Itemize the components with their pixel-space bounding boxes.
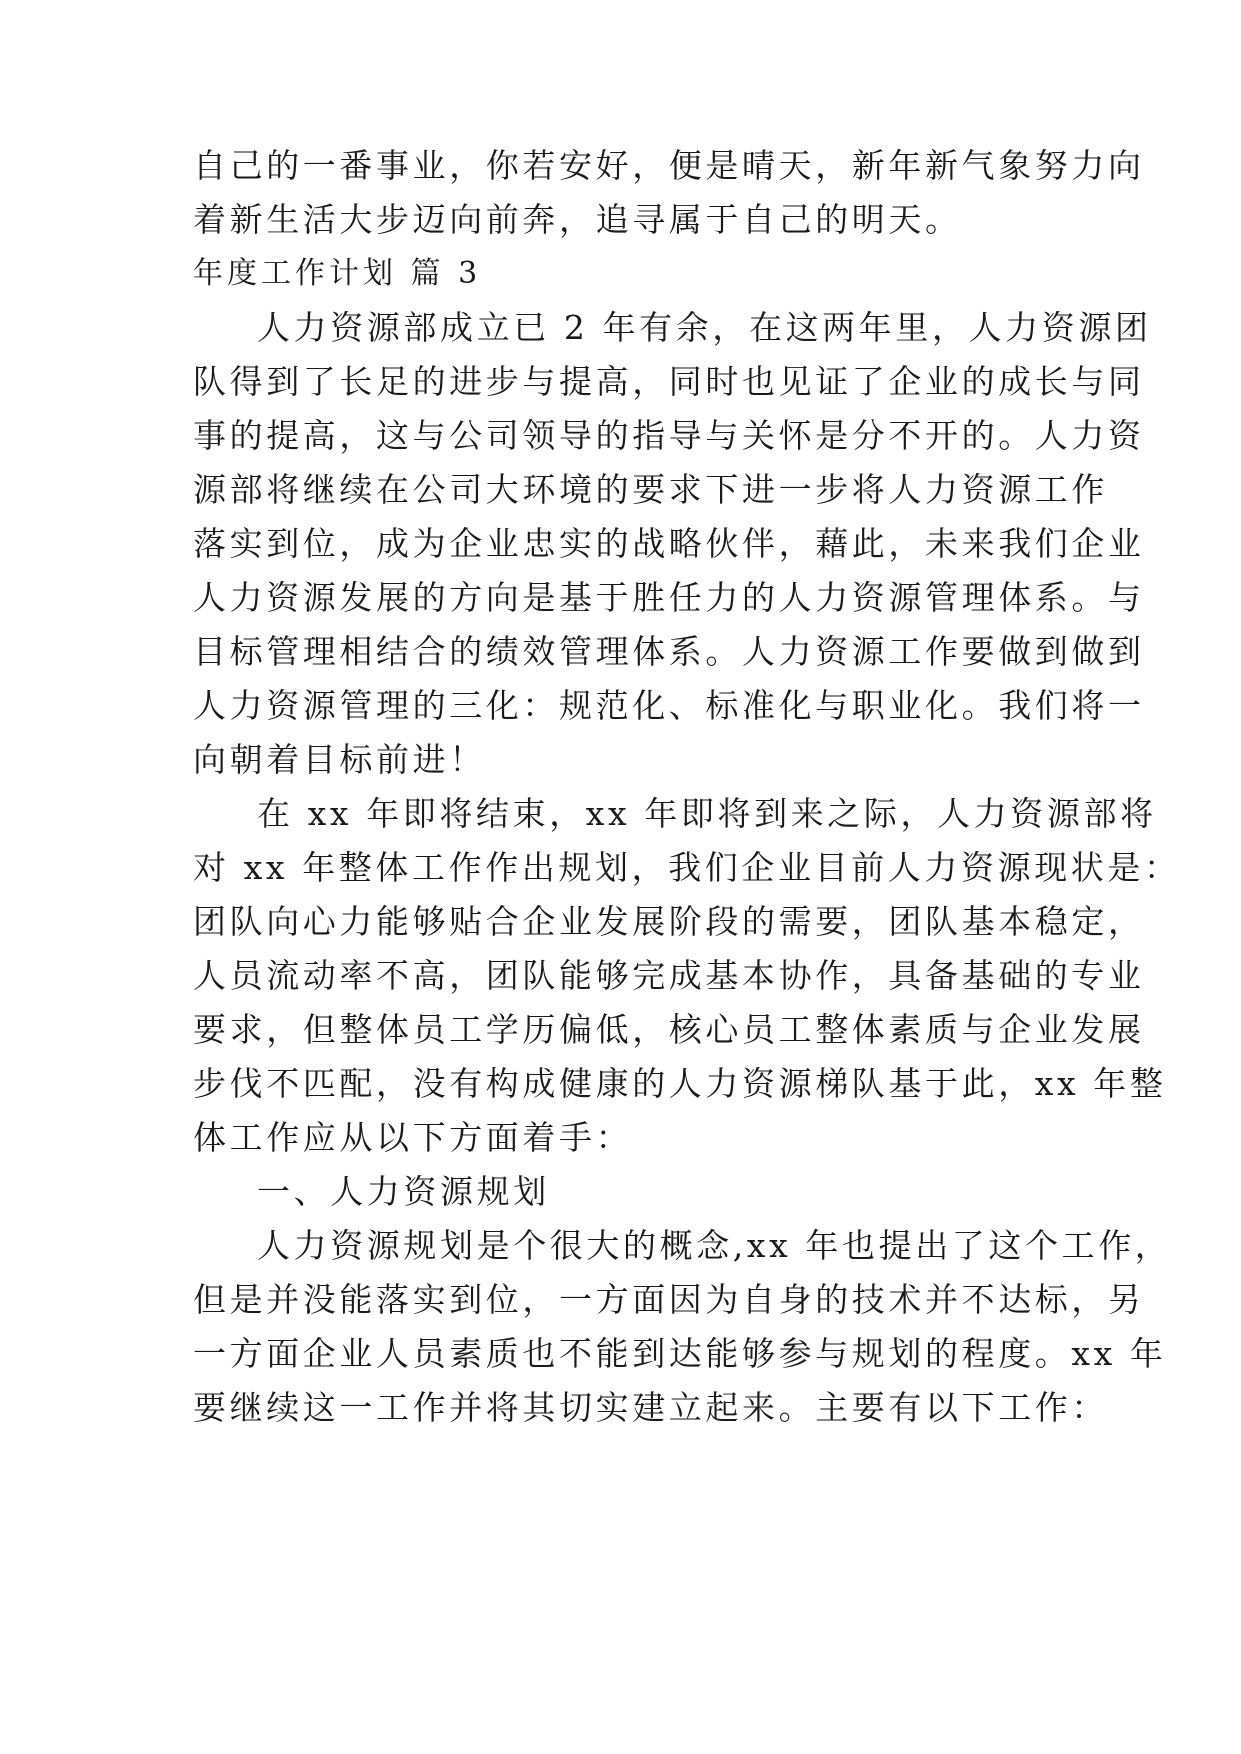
text-line: 人力资源发展的方向是基于胜任力的人力资源管理体系。与 — [193, 578, 1145, 617]
text-line: 要求，但整体员工学历偏低，核心员工整体素质与企业发展 — [193, 1010, 1145, 1049]
text-line: 向朝着目标前进！ — [193, 740, 486, 779]
text-line: 目标管理相结合的绩效管理体系。人力资源工作要做到做到 — [193, 632, 1145, 671]
text-line: 自己的一番事业，你若安好，便是晴天，新年新气象努力向 — [193, 146, 1145, 185]
text-line: 团队向心力能够贴合企业发展阶段的需要，团队基本稳定， — [193, 902, 1145, 941]
text-line: 人员流动率不高，团队能够完成基本协作，具备基础的专业 — [193, 956, 1145, 995]
section-title: 年度工作计划 篇 3 — [193, 256, 482, 291]
text-line: 体工作应从以下方面着手： — [193, 1118, 633, 1157]
paragraph-start: 人力资源规划是个很大的概念,xx 年也提出了这个工作， — [257, 1226, 1172, 1265]
text-line: 落实到位，成为企业忠实的战略伙伴，藉此，未来我们企业 — [193, 524, 1145, 563]
text-line: 人力资源管理的三化：规范化、标准化与职业化。我们将一 — [193, 686, 1145, 725]
text-line: 对 xx 年整体工作作出规划，我们企业目前人力资源现状是： — [193, 848, 1181, 887]
text-line: 源部将继续在公司大环境的要求下进一步将人力资源工作 — [193, 470, 1108, 509]
text-line: 着新生活大步迈向前奔，追寻属于自己的明天。 — [193, 200, 962, 239]
text-line: 事的提高，这与公司领导的指导与关怀是分不开的。人力资 — [193, 416, 1145, 455]
text-line: 队得到了长足的进步与提高，同时也见证了企业的成长与同 — [193, 362, 1145, 401]
text-line: 步伐不匹配，没有构成健康的人力资源梯队基于此，xx 年整 — [193, 1064, 1167, 1103]
text-line: 但是并没能落实到位，一方面因为自身的技术并不达标，另 — [193, 1280, 1145, 1319]
text-line: 要继续这一工作并将其切实建立起来。主要有以下工作： — [193, 1388, 1108, 1427]
paragraph-start: 在 xx 年即将结束，xx 年即将到来之际，人力资源部将 — [257, 794, 1157, 833]
text-line: 一方面企业人员素质也不能到达能够参与规划的程度。xx 年 — [193, 1334, 1167, 1373]
paragraph-start: 人力资源部成立已 2 年有余，在这两年里，人力资源团 — [257, 308, 1152, 347]
subsection-heading: 一、人力资源规划 — [257, 1172, 550, 1211]
